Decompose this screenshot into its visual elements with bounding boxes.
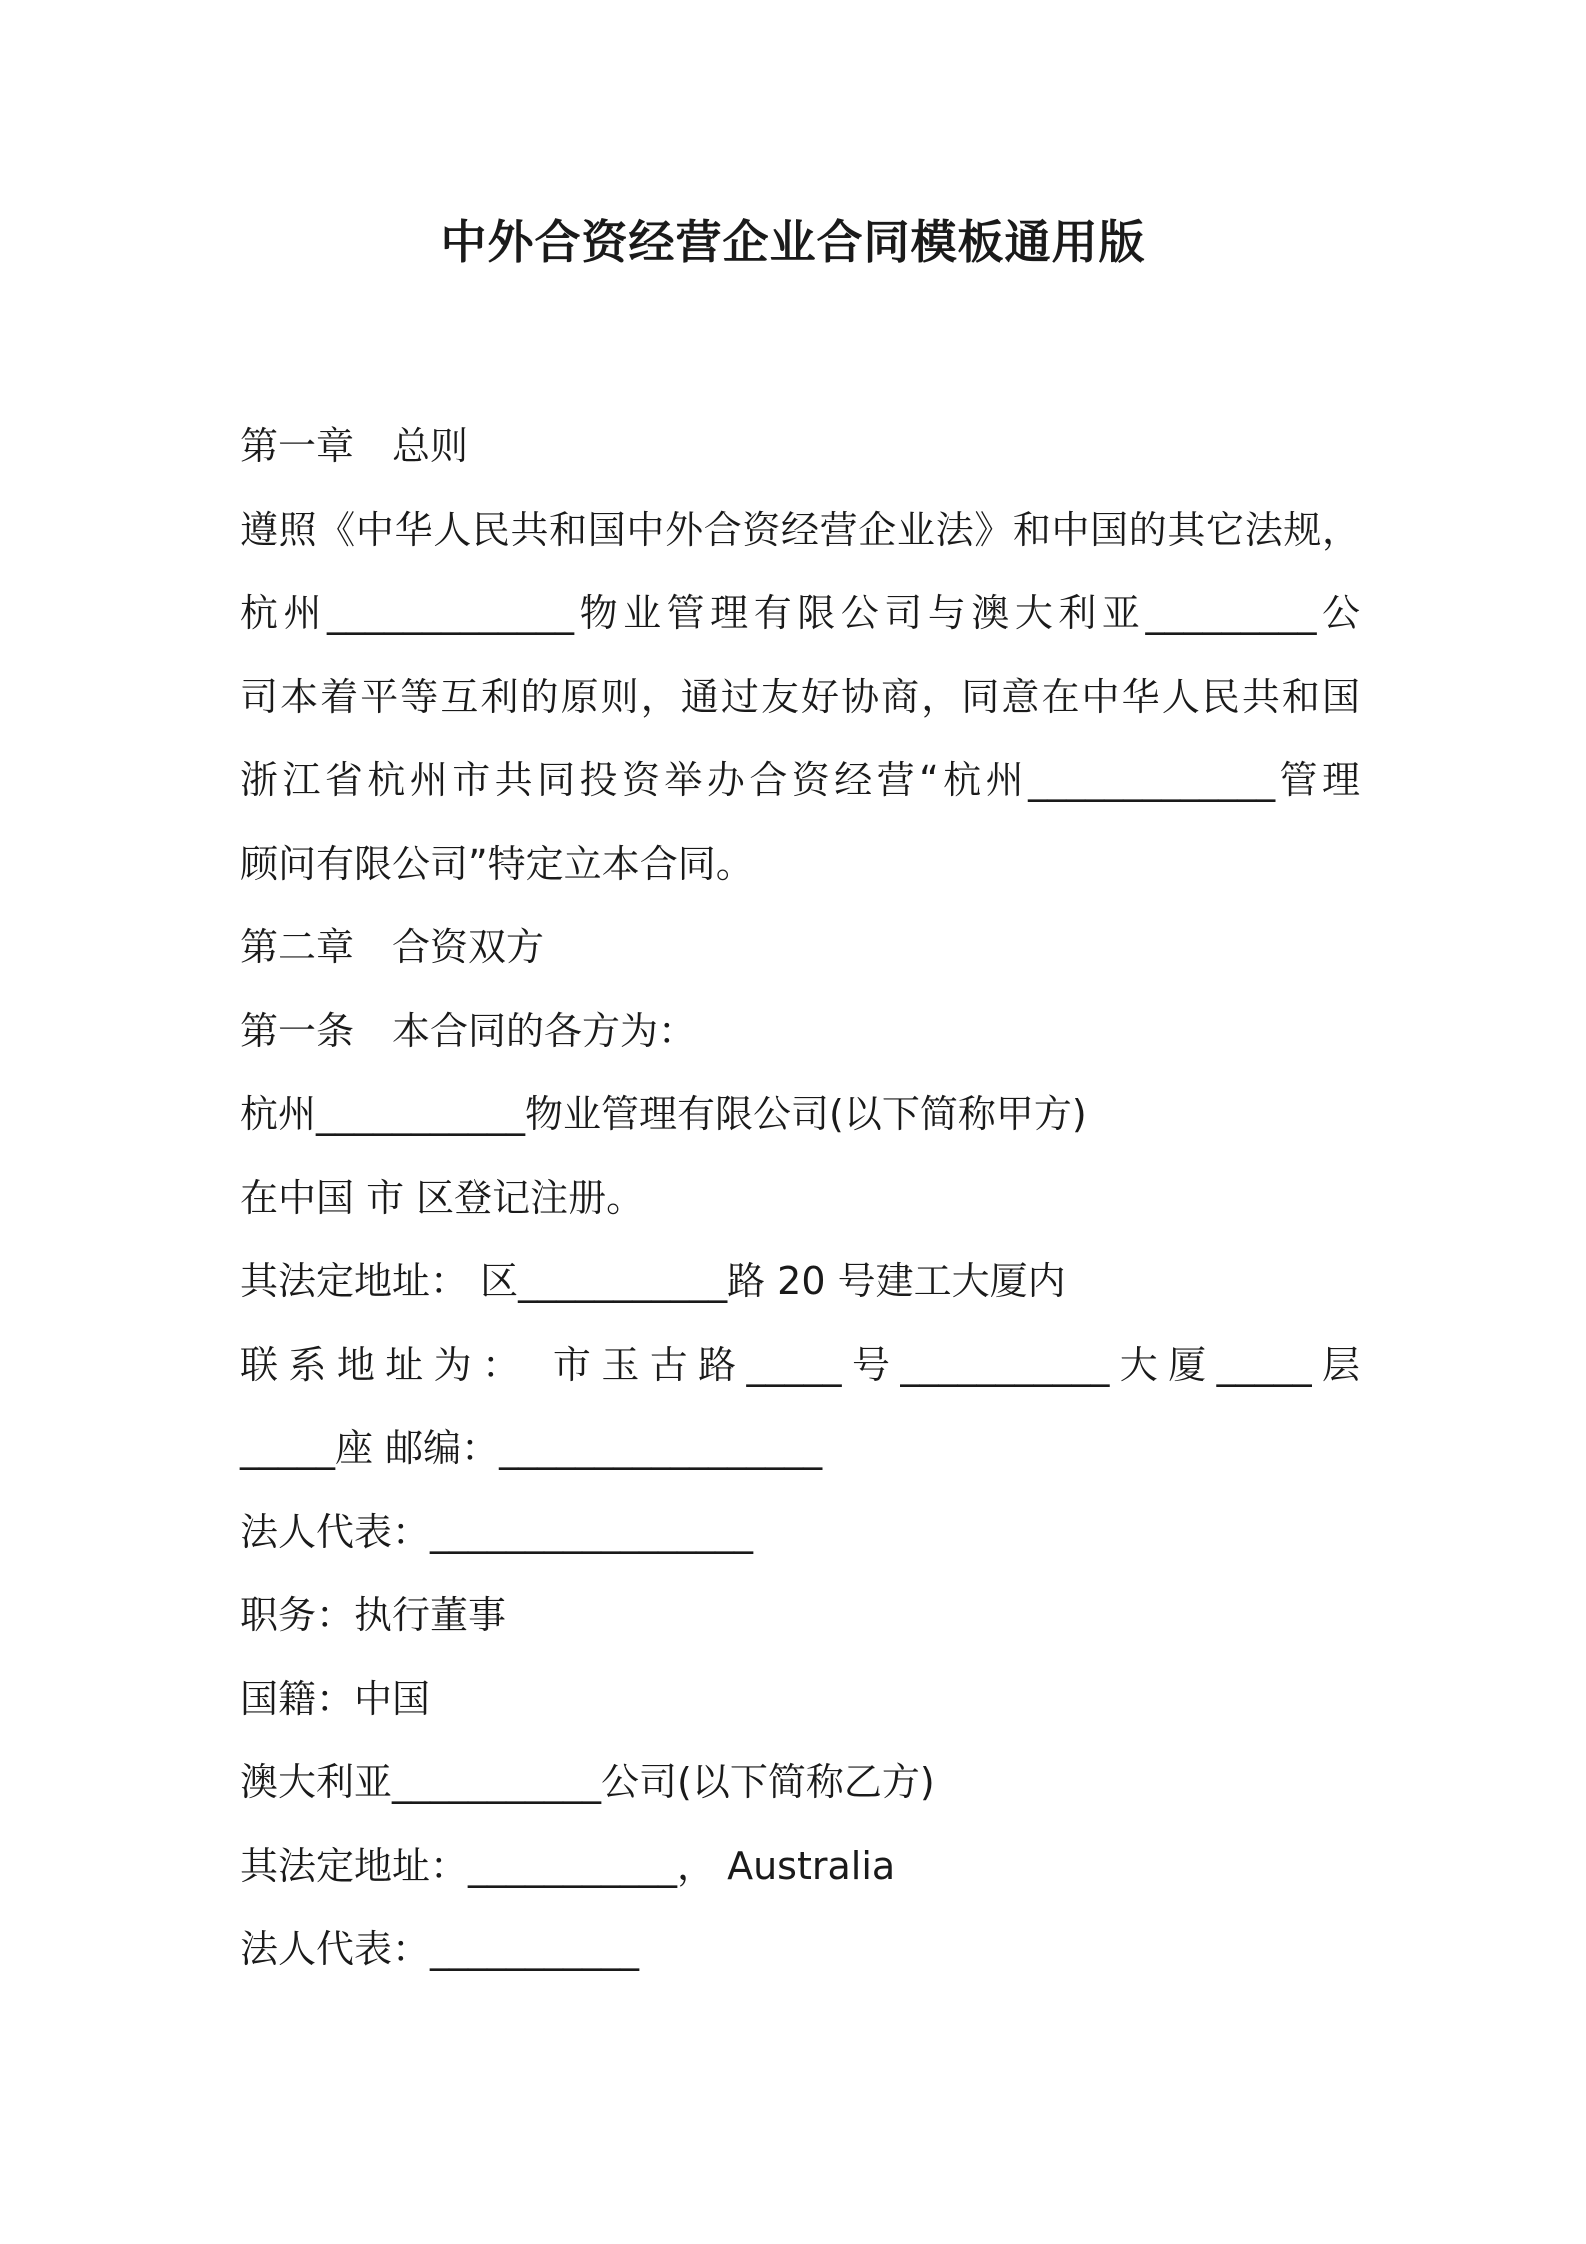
- party-a-legal-address: 其法定地址： 区___________路 20 号建工大厦内: [240, 1259, 1066, 1303]
- chapter-1-name: 总则: [392, 424, 469, 468]
- preamble-line-1: 遵照《中华人民共和国中外合资经营企业法》和中国的其它法规，: [240, 507, 1360, 552]
- party-a-contact-address-1: 联系地址为： 市玉古路_____号___________大厦_____层: [240, 1342, 1360, 1387]
- chapter-2-number: 第二章: [240, 925, 355, 969]
- party-a-legal-rep: 法人代表：_________________: [240, 1509, 754, 1554]
- article-1: [240, 990, 1360, 1074]
- article-1-text: 本合同的各方为：: [392, 1008, 697, 1053]
- party-a-name: 杭州___________物业管理有限公司(以下简称甲方): [240, 1092, 1087, 1136]
- party-b-name: 澳大利亚___________公司(以下简称乙方): [240, 1760, 935, 1804]
- document-title: 中外合资经营企业合同模板通用版: [440, 215, 1146, 269]
- chapter-2-heading: [240, 906, 1360, 990]
- article-1-number: 第一条: [240, 1008, 355, 1053]
- party-b-legal-rep: 法人代表：___________: [240, 1927, 640, 1971]
- chapter-2-name: 合资双方: [392, 925, 545, 969]
- preamble-line-3: 司本着平等互利的原则，通过友好协商，同意在中华人民共和国: [240, 674, 1360, 719]
- document-body: [240, 405, 1360, 1992]
- preamble-line-5: 顾问有限公司”特定立本合同。: [240, 841, 754, 886]
- party-a-registration: 在中国 市 区登记注册。: [240, 1175, 645, 1220]
- party-a-nationality: 国籍：中国: [240, 1676, 431, 1721]
- chapter-1-heading: [240, 405, 1360, 489]
- preamble-line-4: 浙江省杭州市共同投资举办合资经营“杭州_____________管理: [240, 758, 1360, 802]
- party-b-legal-address: 其法定地址：___________， Australia: [240, 1843, 896, 1888]
- party-a-position: 职务：执行董事: [240, 1593, 507, 1637]
- preamble-line-2: 杭州_____________物业管理有限公司与澳大利亚_________公: [240, 591, 1360, 635]
- chapter-1-number: 第一章: [240, 424, 355, 468]
- party-a-contact-address-2: _____座 邮编：_________________: [240, 1426, 823, 1470]
